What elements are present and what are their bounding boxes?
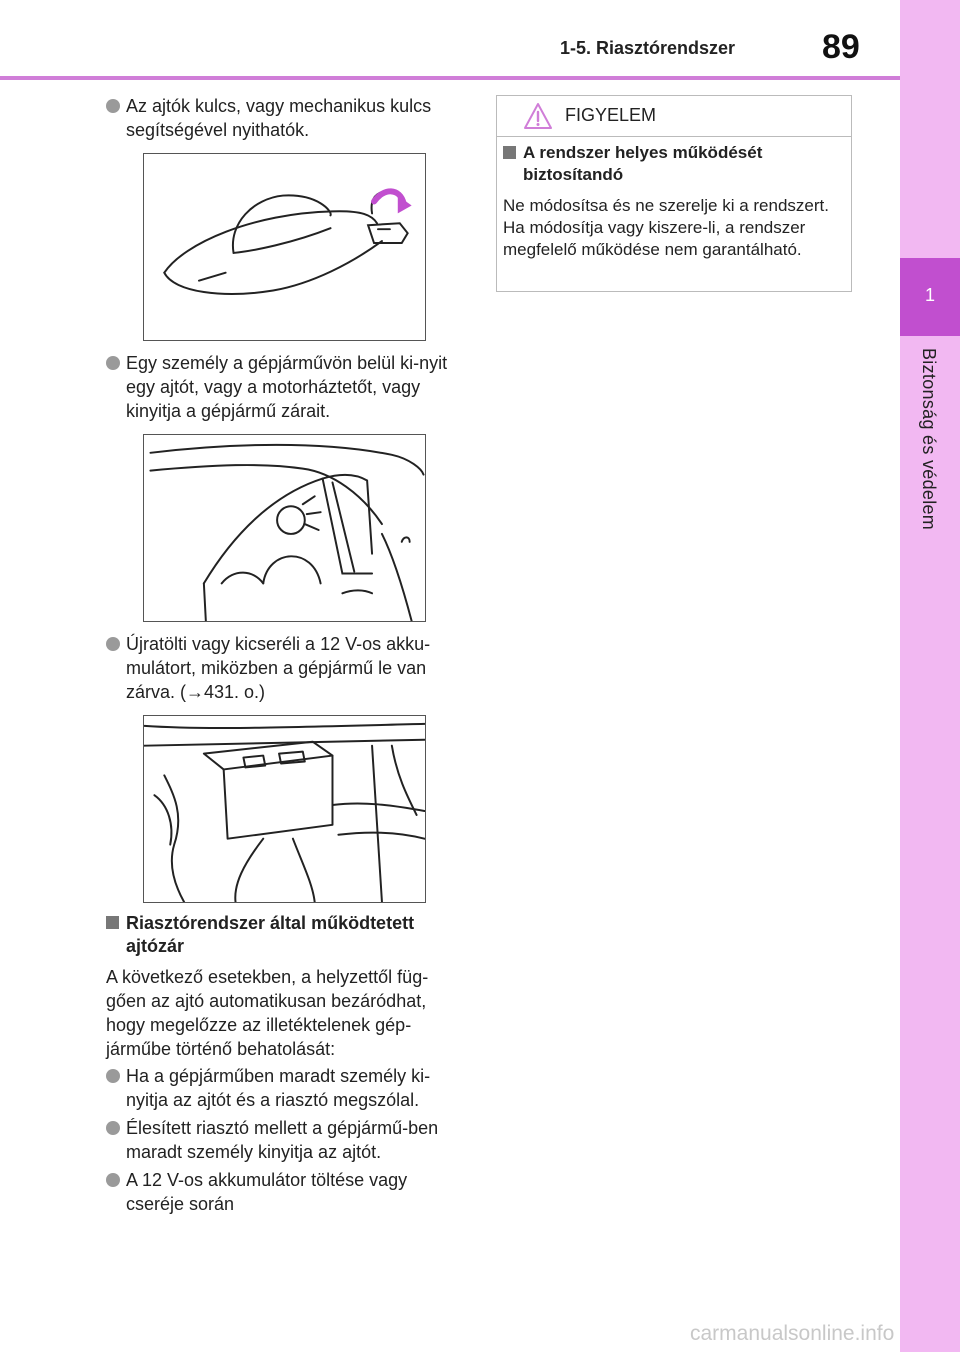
warning-triangle-icon (523, 102, 553, 130)
bullet-item (106, 94, 466, 142)
warning-title: FIGYELEM (565, 105, 657, 125)
circle-bullet-icon (106, 1069, 120, 1083)
paragraph: A következő esetekben, a helyzettől füg-gően az ajtó automatikusan bezáródhat, hogy megelőzze az illetéktelenek gép-járműbe történő behatolását: (106, 967, 429, 1059)
warning-box (496, 95, 852, 292)
side-tab (900, 0, 960, 1352)
bullet-item (106, 1064, 466, 1112)
section-heading (106, 912, 466, 958)
bullet-item (106, 632, 466, 704)
circle-bullet-icon (106, 637, 120, 651)
chapter-label: Biztonság és védelem (919, 348, 939, 531)
warning-header (497, 96, 851, 137)
door-handle-illustration (143, 153, 426, 341)
person-in-car-drawing (144, 435, 425, 621)
circle-bullet-icon (106, 1121, 120, 1135)
battery-illustration (143, 715, 426, 903)
person-in-car-illustration (143, 434, 426, 622)
section-title: 1-5. Riasztórendszer (560, 38, 736, 58)
square-bullet-icon (106, 916, 119, 929)
header-rule (0, 76, 900, 80)
heading-text: Riasztórendszer által működtetett ajtózár (126, 913, 415, 956)
circle-bullet-icon (106, 1173, 120, 1187)
watermark: carmanualsonline.info (690, 1322, 895, 1345)
chapter-number: 1 (924, 285, 935, 305)
bullet-item (106, 1116, 466, 1164)
bullet-item (106, 351, 466, 423)
bullet-text: Élesített riasztó mellett a gépjármű-ben maradt személy kinyitja az ajtót. (126, 1118, 439, 1162)
page-number: 89 (822, 28, 860, 66)
battery-drawing (144, 716, 425, 902)
bullet-text: A 12 V-os akkumulátor töltése vagy cseréje során (126, 1170, 408, 1214)
bullet-item (106, 1168, 466, 1216)
bullet-text: Újratölti vagy kicseréli a 12 V-os akku-mulátort, miközben a gépjármű le van zárva. (→431. o.) (126, 634, 431, 702)
door-handle-drawing (144, 154, 425, 340)
circle-bullet-icon (106, 356, 120, 370)
circle-bullet-icon (106, 99, 120, 113)
warning-body: Ne módosítsa és ne szerelje ki a rendszert. Ha módosítja vagy kiszere-li, a rendszer megfelelő működése nem garantálható. (503, 196, 829, 259)
square-bullet-icon (503, 146, 516, 159)
warning-subheading (503, 142, 843, 186)
bullet-text: Az ajtók kulcs, vagy mechanikus kulcs segítségével nyithatók. (126, 96, 432, 140)
bullet-text: Egy személy a gépjárművön belül ki-nyit egy ajtót, vagy a motorháztetőt, vagy kinyitja a gépjármű zárait. (126, 353, 448, 421)
bullet-text: Ha a gépjárműben maradt személy ki-nyitja az ajtót és a riasztó megszólal. (126, 1066, 431, 1110)
warning-subheading-text: A rendszer helyes működését biztosítandó (523, 143, 763, 184)
